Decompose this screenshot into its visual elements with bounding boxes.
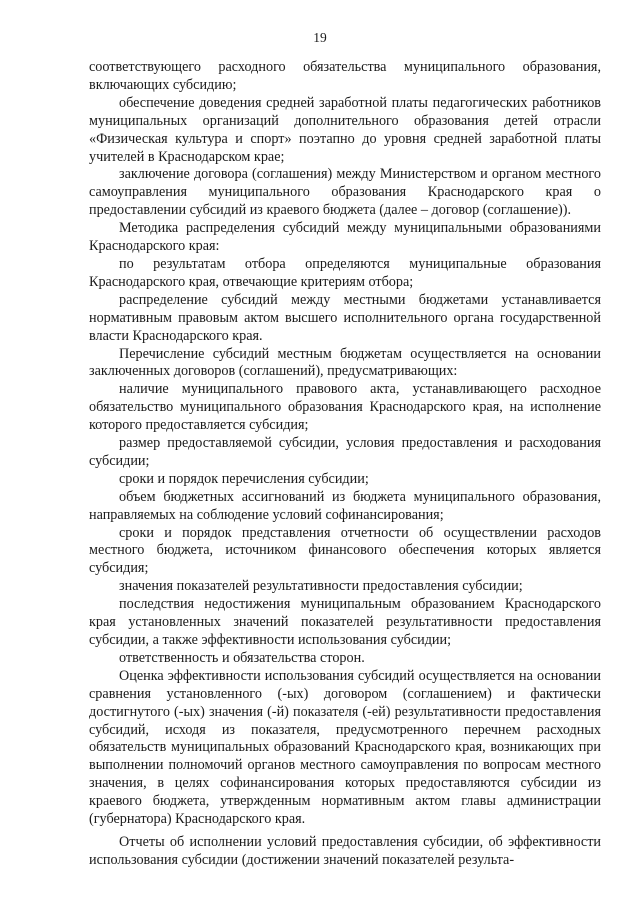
paragraph-2: обеспечение доведения средней заработной платы педагогических работников муниципальных организаций дополнительного образования детей отрасли «Физическая культура и спорт» поэтапно до уровня средней заработной платы учителей в Краснодарском крае; [89,94,601,165]
paragraph-13: значения показателей результативности предоставления субсидии; [119,578,523,595]
paragraph-7: Перечисление субсидий местным бюджетам осуществляется на основании заключенных договоров (соглашений), предусматривающих: [89,345,601,380]
paragraph-5: по результатам отбора определяются муниципальные образования Краснодарского края, отвечающие критериям отбора; [89,255,601,290]
paragraph-12: сроки и порядок представления отчетности об осуществлении расходов местного бюджета, источником финансового обеспечения которых является субсидия; [89,524,601,577]
paragraph-8: наличие муниципального правового акта, устанавливающего расходное обязательство муниципального образования Краснодарского края, на исполнение которого предоставляется субсидия; [89,381,601,434]
page-number: 19 [313,30,327,45]
paragraph-10: сроки и порядок перечисления субсидии; [119,470,369,487]
paragraph-1: соответствующего расходного обязательства муниципального образования, включающих субсидию; [89,59,601,93]
paragraph-17: Отчеты об исполнении условий предоставления субсидии, об эффективности использования субсидии (достижении значений показателей результа- [89,833,601,868]
paragraph-14: последствия недостижения муниципальным образованием Краснодарского края установленных значений показателей результативности предоставления субсидии, а также эффективности использования субсидии; [89,596,601,648]
paragraph-3: заключение договора (соглашения) между Министерством и органом местного самоуправления муниципального образования Краснодарского края о предоставлении субсидий из краевого бюджета (далее – договор (соглашение)). [89,166,601,219]
paragraph-15: ответственность и обязательства сторон. [119,649,365,666]
paragraph-6: распределение субсидий между местными бюджетами устанавливается нормативным правовым актом высшего исполнительного органа государственной власти Краснодарского края. [89,291,601,344]
paragraph-16: Оценка эффективности использования субсидий осуществляется на основании сравнения установленного (-ых) договором (соглашением) и фактически достигнутого (-ых) значения (-й) показателя (-ей) результативности предоставления субсидий, исходя из показателя, предусмотренного перечнем расходных обязательств муниципальных образований Краснодарского края, возникающих при выполнении полномочий органов местного самоуправления по вопросам местного значения, в целях софинансирования которых предоставляются субсидии из краевого бюджета, утвержденным нормативным актом главы администрации (губернатора) Краснодарского края. [89,667,601,828]
paragraph-9: размер предоставляемой субсидии, условия предоставления и расходования субсидии; [89,435,601,469]
body-text [89,59,601,870]
paragraph-11: объем бюджетных ассигнований из бюджета муниципального образования, направляемых на соблюдение условий софинансирования; [89,488,601,523]
paragraph-4: Методика распределения субсидий между муниципальными образованиями Краснодарского края: [89,220,601,255]
